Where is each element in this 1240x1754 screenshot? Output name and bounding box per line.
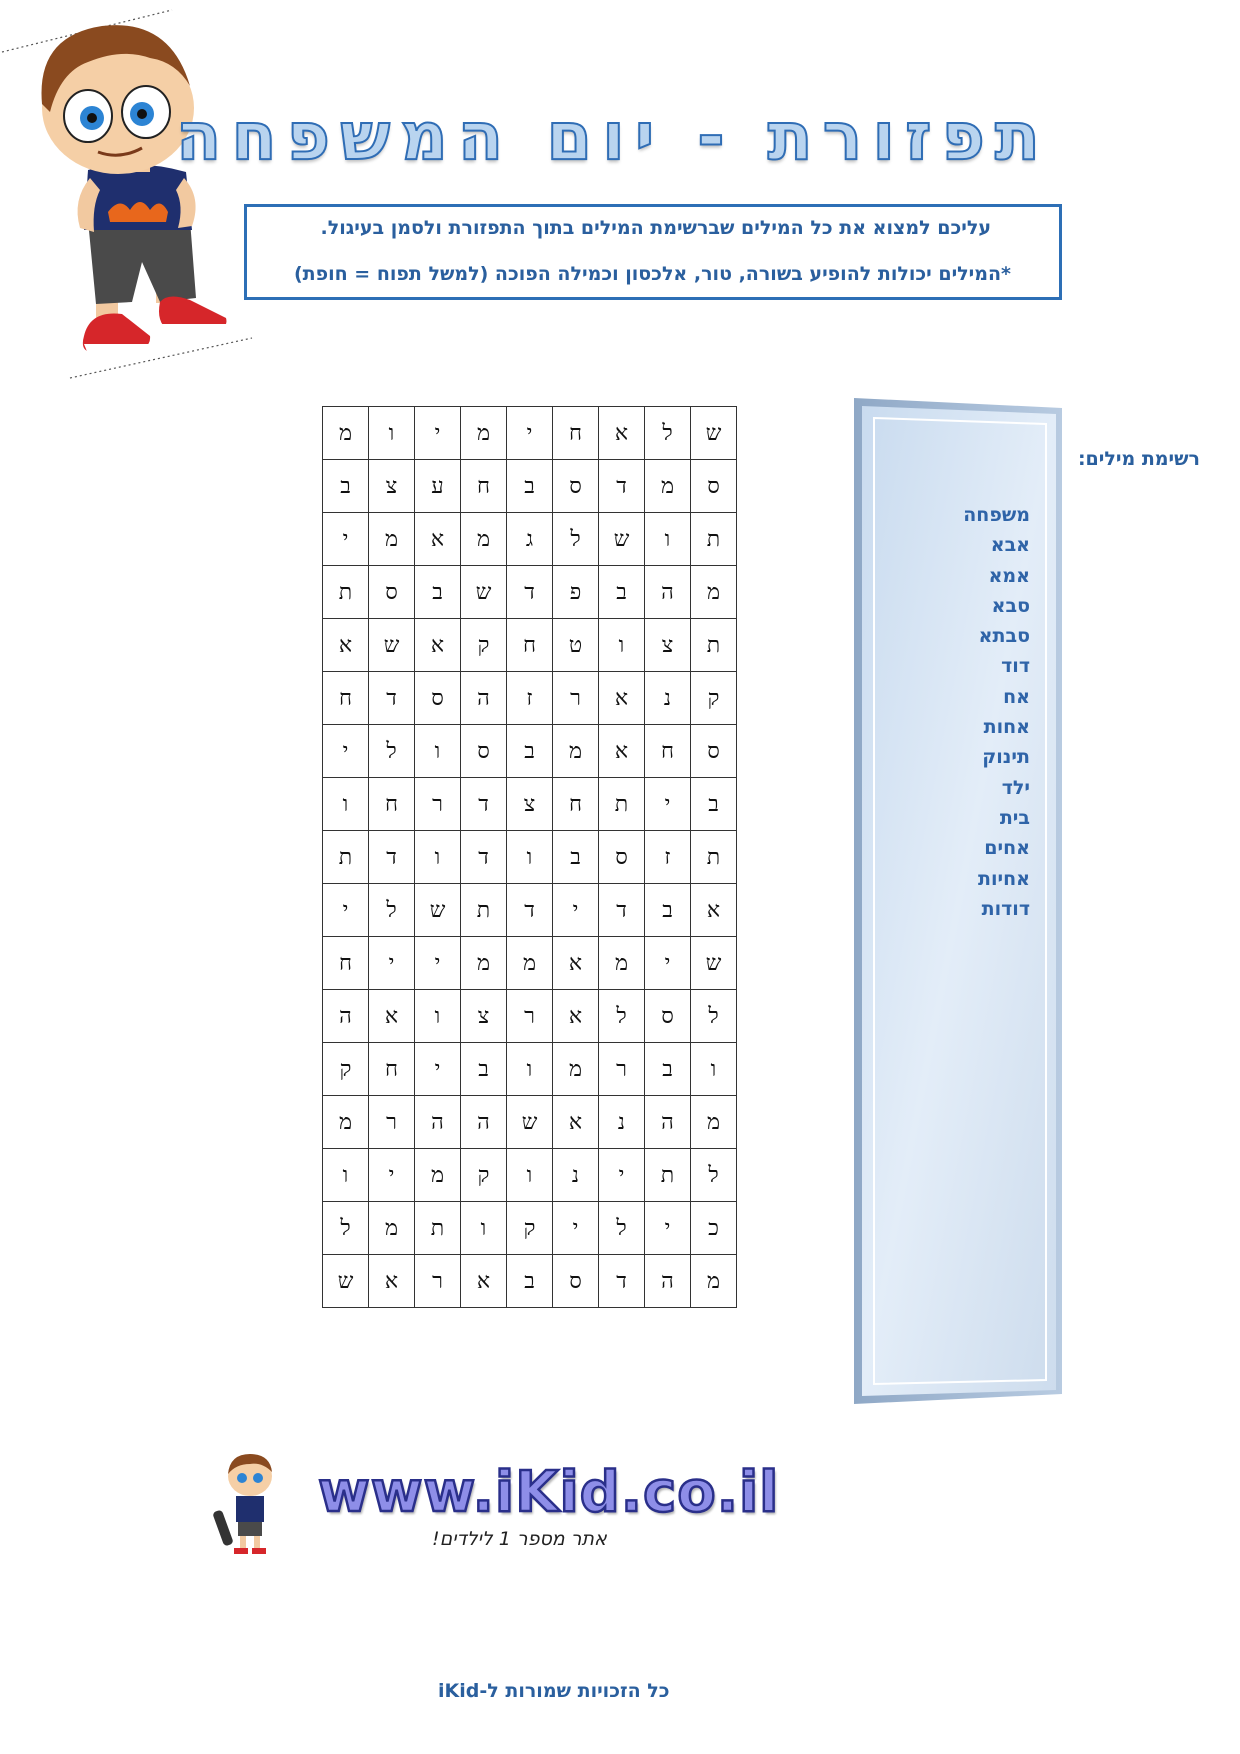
grid-cell[interactable]: ב [645, 1043, 691, 1096]
grid-cell[interactable]: ר [415, 1255, 461, 1308]
grid-cell[interactable]: ה [323, 990, 369, 1043]
grid-row [323, 990, 737, 1043]
word-list-item: אבא [990, 534, 1030, 557]
grid-cell[interactable]: י [369, 937, 415, 990]
grid-cell[interactable]: ח [369, 1043, 415, 1096]
grid-cell[interactable]: ס [369, 566, 415, 619]
grid-cell[interactable]: מ [461, 513, 507, 566]
grid-cell[interactable]: ק [461, 1149, 507, 1202]
grid-row [323, 725, 737, 778]
grid-cell[interactable]: י [553, 1202, 599, 1255]
grid-cell[interactable]: ת [415, 1202, 461, 1255]
instructions-box [244, 204, 1062, 300]
grid-cell[interactable]: ח [553, 407, 599, 460]
grid-cell[interactable]: ת [323, 566, 369, 619]
grid-cell[interactable]: ת [461, 884, 507, 937]
grid-cell[interactable]: ת [323, 831, 369, 884]
grid-cell[interactable]: ח [553, 778, 599, 831]
grid-cell[interactable]: ח [461, 460, 507, 513]
grid-cell[interactable]: מ [323, 1096, 369, 1149]
grid-cell[interactable]: ק [507, 1202, 553, 1255]
grid-cell[interactable]: ש [415, 884, 461, 937]
word-list-item: אח [1003, 685, 1030, 708]
instructions-line-2: *המילים יכולות להופיע בשורה, טור, אלכסון וכמילה הפוכה (למשל תפוח = חופת) [293, 263, 1011, 285]
grid-cell[interactable]: מ [461, 407, 507, 460]
grid-cell[interactable]: מ [323, 407, 369, 460]
grid-cell[interactable]: ד [599, 884, 645, 937]
grid-cell[interactable]: ו [415, 831, 461, 884]
site-url-logo[interactable]: www.iKid.co.il [318, 1460, 780, 1525]
logo-mascot-icon [212, 1450, 288, 1556]
copyright-notice: כל הזכויות שמורות ל-iKid [438, 1680, 670, 1702]
grid-cell[interactable]: ט [553, 619, 599, 672]
grid-row [323, 831, 737, 884]
grid-row [323, 407, 737, 460]
grid-cell[interactable]: מ [507, 937, 553, 990]
grid-cell[interactable]: מ [691, 1096, 737, 1149]
grid-cell[interactable]: ח [323, 672, 369, 725]
grid-cell[interactable]: מ [691, 566, 737, 619]
grid-cell[interactable]: ו [415, 725, 461, 778]
grid-cell[interactable]: ש [599, 513, 645, 566]
word-list-item: בית [999, 806, 1030, 829]
grid-cell[interactable]: ב [599, 566, 645, 619]
grid-cell[interactable]: ב [507, 1255, 553, 1308]
grid-cell[interactable]: א [461, 1255, 507, 1308]
word-list-item: אמא [988, 564, 1030, 587]
grid-row [323, 884, 737, 937]
grid-cell[interactable]: א [599, 407, 645, 460]
grid-cell[interactable]: ד [369, 672, 415, 725]
grid-cell[interactable]: מ [461, 937, 507, 990]
grid-cell[interactable]: ה [461, 672, 507, 725]
grid-cell[interactable]: ח [507, 619, 553, 672]
grid-cell[interactable]: ל [691, 1149, 737, 1202]
grid-cell[interactable]: ד [599, 460, 645, 513]
grid-cell[interactable]: ק [691, 672, 737, 725]
grid-cell[interactable]: ד [599, 1255, 645, 1308]
grid-cell[interactable]: ו [461, 1202, 507, 1255]
grid-cell[interactable]: ז [645, 831, 691, 884]
word-list [963, 500, 1030, 924]
grid-cell[interactable]: ל [323, 1202, 369, 1255]
grid-cell[interactable]: י [645, 937, 691, 990]
grid-row [323, 619, 737, 672]
grid-cell[interactable]: ל [553, 513, 599, 566]
grid-cell[interactable]: א [369, 1255, 415, 1308]
grid-cell[interactable]: ש [461, 566, 507, 619]
grid-cell[interactable]: ת [691, 619, 737, 672]
grid-cell[interactable]: מ [599, 937, 645, 990]
grid-cell[interactable]: מ [369, 513, 415, 566]
grid-cell[interactable]: ר [507, 990, 553, 1043]
grid-cell[interactable]: מ [369, 1202, 415, 1255]
grid-cell[interactable]: ו [507, 831, 553, 884]
grid-cell[interactable]: י [415, 407, 461, 460]
grid-row [323, 672, 737, 725]
grid-row [323, 1255, 737, 1308]
grid-cell[interactable]: צ [645, 619, 691, 672]
grid-cell[interactable]: פ [553, 566, 599, 619]
grid-row [323, 778, 737, 831]
grid-cell[interactable]: ב [645, 884, 691, 937]
grid-cell[interactable]: י [645, 1202, 691, 1255]
grid-row [323, 513, 737, 566]
word-list-panel [850, 396, 1066, 1406]
grid-cell[interactable]: א [553, 1096, 599, 1149]
grid-cell[interactable]: ל [599, 1202, 645, 1255]
grid-cell[interactable]: ד [507, 566, 553, 619]
grid-row [323, 1202, 737, 1255]
grid-cell[interactable]: ז [507, 672, 553, 725]
grid-cell[interactable]: צ [461, 990, 507, 1043]
word-list-item: אחיות [978, 867, 1030, 890]
grid-cell[interactable]: י [369, 1149, 415, 1202]
word-list-item: תינוק [982, 746, 1030, 769]
grid-cell[interactable]: ו [507, 1043, 553, 1096]
word-list-item: משפחה [963, 504, 1030, 526]
grid-row [323, 1043, 737, 1096]
grid-cell[interactable]: ל [691, 990, 737, 1043]
word-list-item: דודות [981, 897, 1030, 920]
grid-cell[interactable]: מ [553, 725, 599, 778]
boy-illustration [0, 0, 260, 390]
page-title: תפזורת - יום המשפחה [175, 98, 1050, 175]
grid-cell[interactable]: ל [645, 407, 691, 460]
word-list-title: רשימת מילים: [1077, 448, 1200, 470]
grid-cell[interactable]: ס [415, 672, 461, 725]
grid-cell[interactable]: ב [507, 460, 553, 513]
grid-cell[interactable]: מ [645, 460, 691, 513]
grid-cell[interactable]: י [507, 407, 553, 460]
word-list-item: אחות [983, 716, 1030, 739]
grid-cell[interactable]: ס [691, 725, 737, 778]
grid-cell[interactable]: א [691, 884, 737, 937]
grid-row [323, 1096, 737, 1149]
word-list-item: ילד [1001, 776, 1030, 799]
grid-cell[interactable]: ח [369, 778, 415, 831]
grid-cell[interactable]: י [323, 513, 369, 566]
grid-cell[interactable]: ה [461, 1096, 507, 1149]
word-search-grid [322, 406, 737, 1308]
grid-cell[interactable]: ס [691, 460, 737, 513]
grid-cell[interactable]: ל [369, 884, 415, 937]
grid-cell[interactable]: ק [323, 1043, 369, 1096]
grid-cell[interactable]: י [599, 1149, 645, 1202]
grid-cell[interactable]: ת [691, 831, 737, 884]
grid-cell[interactable]: ו [645, 513, 691, 566]
grid-cell[interactable]: ת [691, 513, 737, 566]
grid-cell[interactable]: צ [369, 460, 415, 513]
grid-cell[interactable]: נ [553, 1149, 599, 1202]
grid-cell[interactable]: ק [461, 619, 507, 672]
grid-cell[interactable]: ס [553, 460, 599, 513]
grid-cell[interactable]: מ [553, 1043, 599, 1096]
site-tagline: אתר מספר 1 לילדים! [432, 1528, 607, 1550]
grid-cell[interactable]: ו [415, 990, 461, 1043]
grid-cell[interactable]: ש [369, 619, 415, 672]
grid-cell[interactable]: ש [691, 407, 737, 460]
grid-cell[interactable]: ש [691, 937, 737, 990]
grid-cell[interactable]: ו [323, 1149, 369, 1202]
grid-cell[interactable]: ס [461, 725, 507, 778]
grid-cell[interactable]: ר [553, 672, 599, 725]
grid-cell[interactable]: ת [599, 778, 645, 831]
grid-cell[interactable]: ה [415, 1096, 461, 1149]
grid-row [323, 460, 737, 513]
grid-cell[interactable]: א [415, 619, 461, 672]
grid-cell[interactable]: ו [323, 778, 369, 831]
grid-cell[interactable]: ו [599, 619, 645, 672]
grid-cell[interactable]: ב [461, 1043, 507, 1096]
grid-cell[interactable]: ב [691, 778, 737, 831]
grid-cell[interactable]: י [323, 725, 369, 778]
grid-cell[interactable]: נ [599, 1096, 645, 1149]
grid-cell[interactable]: א [599, 672, 645, 725]
grid-cell[interactable]: ד [461, 778, 507, 831]
grid-cell[interactable]: ר [415, 778, 461, 831]
grid-cell[interactable]: א [553, 937, 599, 990]
word-list-item: סבא [991, 594, 1030, 617]
grid-cell[interactable]: ש [323, 1255, 369, 1308]
grid-cell[interactable]: א [415, 513, 461, 566]
grid-cell[interactable]: א [553, 990, 599, 1043]
grid-cell[interactable]: ב [415, 566, 461, 619]
grid-cell[interactable]: ר [369, 1096, 415, 1149]
grid-cell[interactable]: ג [507, 513, 553, 566]
grid-cell[interactable]: ב [323, 460, 369, 513]
instructions-line-1: עליכם למצוא את כל המילים שברשימת המילים בתוך התפזורת ולסמן בעיגול. [320, 217, 991, 239]
grid-cell[interactable]: י [645, 778, 691, 831]
grid-cell[interactable]: ע [415, 460, 461, 513]
grid-cell[interactable]: נ [645, 672, 691, 725]
grid-cell[interactable]: ס [553, 1255, 599, 1308]
grid-cell[interactable]: ו [507, 1149, 553, 1202]
grid-cell[interactable]: ד [461, 831, 507, 884]
grid-cell[interactable]: י [323, 884, 369, 937]
grid-cell[interactable]: ה [645, 1096, 691, 1149]
grid-cell[interactable]: א [599, 725, 645, 778]
grid-cell[interactable]: ה [645, 566, 691, 619]
grid-row [323, 566, 737, 619]
grid-cell[interactable]: מ [415, 1149, 461, 1202]
grid-cell[interactable]: צ [507, 778, 553, 831]
grid-cell[interactable]: א [323, 619, 369, 672]
grid-cell[interactable]: ח [323, 937, 369, 990]
grid-cell[interactable]: א [369, 990, 415, 1043]
grid-cell[interactable]: ה [645, 1255, 691, 1308]
grid-cell[interactable]: ל [369, 725, 415, 778]
grid-cell[interactable]: ת [645, 1149, 691, 1202]
grid-cell[interactable]: ס [645, 990, 691, 1043]
grid-cell[interactable]: י [553, 884, 599, 937]
grid-cell[interactable]: ח [645, 725, 691, 778]
grid-cell[interactable]: י [415, 1043, 461, 1096]
grid-cell[interactable]: כ [691, 1202, 737, 1255]
grid-cell[interactable]: מ [691, 1255, 737, 1308]
grid-cell[interactable]: ד [369, 831, 415, 884]
grid-row [323, 937, 737, 990]
word-list-item: סבתא [978, 625, 1030, 648]
grid-cell[interactable]: ו [691, 1043, 737, 1096]
grid-cell[interactable]: ס [599, 831, 645, 884]
grid-cell[interactable]: ל [599, 990, 645, 1043]
grid-cell[interactable]: ר [599, 1043, 645, 1096]
grid-cell[interactable]: ב [553, 831, 599, 884]
grid-cell[interactable]: ב [507, 725, 553, 778]
grid-cell[interactable]: ו [369, 407, 415, 460]
grid-cell[interactable]: ד [507, 884, 553, 937]
grid-cell[interactable]: י [415, 937, 461, 990]
grid-row [323, 1149, 737, 1202]
word-list-item: אחים [984, 837, 1030, 860]
grid-cell[interactable]: ש [507, 1096, 553, 1149]
word-list-item: דוד [1001, 655, 1030, 678]
